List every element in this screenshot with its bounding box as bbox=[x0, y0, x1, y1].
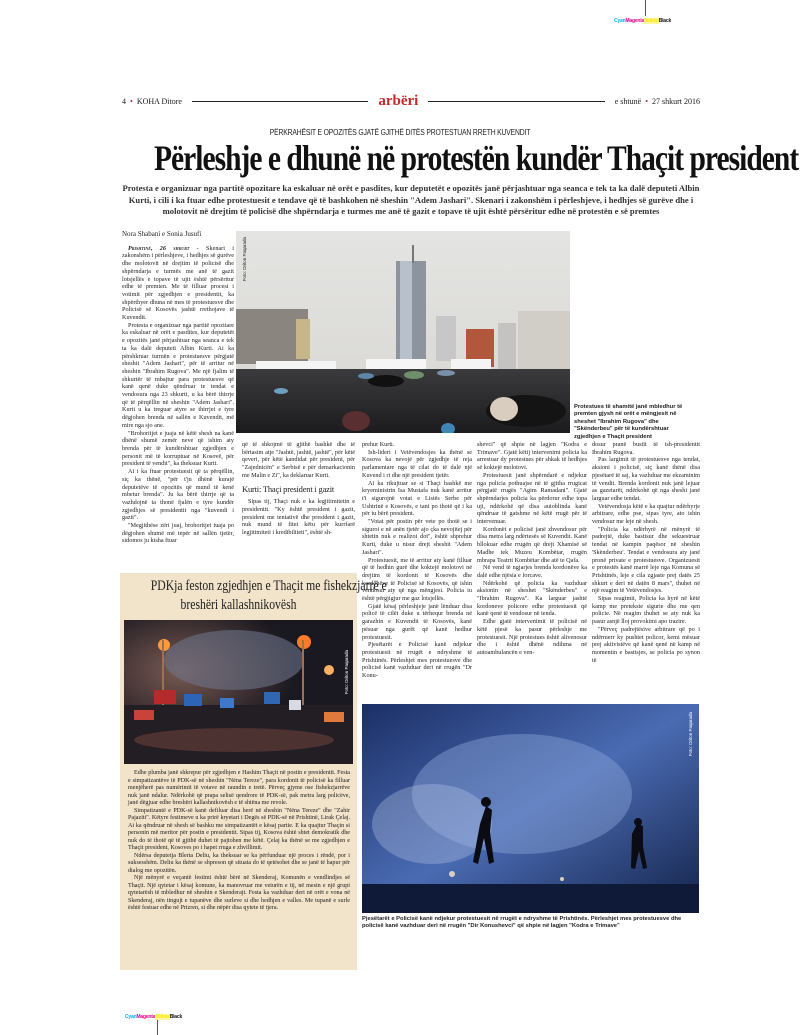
paragraph: Ai ka rikujtuar se si Thaçi bashkë me kryeministrin Isa Mustafa nuk kanë arritur t'i sigurojnë votat e Listës Serbe për Ushtrinë e Kosovës, e tani po thotë që i ka për tu bërë president. bbox=[362, 479, 472, 518]
paragraph: Ai i ka ftuar protestuesit që ta përqëllin, siç ka thënë, "për t'ju dhënë kurajë deputetëve të opozitës që mund të kenë mbetur brenda". Ju ka bërë thirrje që ta vazhdojnë ta thonë fjalën e tyre kundër zgjedhjes së presidentit nga "kuvendi i gazit". bbox=[122, 468, 234, 522]
paragraph: Ndërkohë që policia ka vazhduar aksionin në sheshet "Skënderbeu" e "Ibrahim Rugova". Ka larguar jashtë kordoneve policore edhe protestuesit që kanë qenë të vendosur në tenda. bbox=[477, 579, 587, 618]
paragraph: Kordonët e policisë janë zhvendosur për disa metra larg ndërtesës së Kuvendit. Kanë bllokuar edhe rrugën që drejt Xhamisë së Madhe tek Muzeu Kombëtar, rrugën mbrapa Teatrit Kombëtar dhe atë te Qafa. bbox=[477, 525, 587, 564]
paragraph: "Brohoritjet e juaja në këtë shesh na kanë dhënë shumë zemër neve që ishim aty brenda për të kundërshtuar zgjedhjen e personit më të korruptuar në Kosovë, për president të vendit", ka theksuar Kurti. bbox=[122, 429, 234, 468]
registration-line-bottom bbox=[157, 1020, 158, 1035]
registration-line-top bbox=[645, 0, 646, 16]
paragraph: Edhe gjatë intervenimit të policisë në këtë pjesë ka pasur përleshje me protestuesit. Një protestues është alivenosur dhe i është dhënë ndihma në autoambulancën e ven- bbox=[477, 618, 587, 656]
dateline: Prishtinë, 26 shkurt bbox=[128, 244, 190, 252]
fireworks-celebration-image bbox=[124, 620, 353, 764]
color-bar-top: CyanMagentaYellowBlack bbox=[614, 18, 672, 24]
photo-caption-bottom: Pjesëtarët e Policisë kanë ndjekur protestuesit në rrugët e ndryshme të Prishtinës. Përleshjet mes protestuesve dhe policisë kanë vazhduar deri në rrugën "Dir Konushevci" që shpie në lagjen "Kodra e Trimave" bbox=[362, 916, 682, 930]
article-headline: Përleshje e dhunë në protestën kundër Thaçit president bbox=[154, 138, 799, 178]
paragraph: Edhe plumba janë shkrepur për zgjedhjen e Hashim Thaçit në postin e presidentit. Festa e simpatizantëve të PDK-së në sheshin "Nëna Tereze", para kordonit të policisë ka filluar menjëherë pas numërimit të votave në raundin e tretë. Përveç gjyme ose fishekzjarrëve nuk janë ndalur. Ndërkohë që prapa selisë qendrore të PDK-së, pak metra larg policëve, janë dëgjuar edhe breshëri kallashnikovësh e të shtëna me revole. bbox=[128, 770, 350, 806]
sidebar-box-body bbox=[128, 770, 350, 913]
bullet-icon: • bbox=[130, 96, 133, 106]
article-lead: Protesta e organizuar nga partitë opozitare ka eskaluar në orët e pasdites, kur deputetët e opozitës janë përjashtuar nga seanca e tek ta ka dalë deputeti Albin Kurti, i cili i ka ftuar edhe protestuesit e tendave që të bashkohen në sheshin "Adem Jashari". Skenari i zakonshëm i përleshjeve, i hedhjes së gurëve dhe i molotovit në drejtim të policisë dhe shpërndarja e turmes me anë të gazit e topave të ujit është përsëritur edhe në protestën e së premtes bbox=[122, 183, 700, 217]
paragraph: Ish-lideri i Vetëvendosjes ka thënë se Kosova ka nevojë për zgjedhje të reja parlamentare nga të cilat do të dalë një Kuvend i ri dhe një president tjetër. bbox=[362, 448, 472, 479]
article-column-3 bbox=[362, 441, 472, 680]
paragraph: Pjesëtarët e Policisë kanë ndjekur protestuesit në rrugët e ndryshme të Prishtinës. Përleshjet mes protestuesve dhe policisë kanë vazhduar deri në rrugën "Dr Konu- bbox=[362, 641, 472, 680]
article-column-1 bbox=[122, 231, 234, 545]
bullet-icon: • bbox=[645, 96, 648, 106]
paragraph: Sipas tij, Thaçi nuk e ka legjitimitetin e presidentit. "Ky është president i gazit, president me tentativë dhe president i gazit, nuk mund të fitet këtu për kurrfarë legjitimiteti i kredibiliteti", është sh- bbox=[242, 498, 355, 537]
paragraph: "Policia ka ndërhyrë në mënyrë të padrejtë, duke bastisur dhe sekuestruar tendat në kampin paqësor në sheshin 'Skënderbeu'. Tendat e vendosura aty janë pronë private e protestuesve. Organizuesit e protestës kanë marrë leje nga Komuna së Prishtinës, leje e cila zgjaste prej datës 25 shkurt e deri në datën 8 mars", thuhet në një reagim të Vetëvendosjes. bbox=[592, 525, 700, 595]
paragraph: prehur Kurti. bbox=[362, 441, 395, 448]
paragraph: dosur pranë bustit të ish-presidentit Ibrahim Rugova. bbox=[592, 441, 700, 456]
section-name: arbëri bbox=[378, 92, 419, 109]
color-bar-bottom: CyanMagentaYellowBlack bbox=[125, 1014, 183, 1020]
paragraph: "Megjithëse zëri juaj, brohoritjet tuaja po dëgjohen shumë më tepër në sallën tjetër, sidomos ju kisha ftuar bbox=[122, 522, 234, 545]
header-rule-left bbox=[192, 101, 368, 102]
photo-water-cannon-clash bbox=[362, 704, 699, 913]
article-subhead: Kurti: Thaçi president i gazit bbox=[242, 483, 335, 494]
paragraph: Gjatë kësaj përleshjeje janë lënduar disa policë të cilët duke u tërhequr brenda në garazhin e Kuvendit të Kosovës, kanë pësuar nga gurët që kanë hedhur protestuesit. bbox=[362, 602, 472, 641]
sidebar-box-pdk-celebration bbox=[120, 573, 387, 970]
paragraph: Protestuesit, me të arritur aty kanë filluar që të hedhin gurë dhe koktejë molotovi në drejtim të kordonit të Kosovës dhe kordonëve të Policisë së Kosovës, që ishin vendosur aty që nga mëngjesi. Policia iu është përgjigjur me gaz lotsjellës. bbox=[362, 556, 472, 603]
paragraph: Ndërsa deputetja Blerta Deliu, ka theksuar se ka përfunduar një proces i rëndë, por i suksesshëm. Deliu ka thënë se shpreson që situata do të qetësohet dhe se janë të hapur për dialog me opozitën. bbox=[128, 852, 350, 874]
page-number: 4 bbox=[122, 96, 126, 106]
paragraph: Një mënyrë e veçantë festimi është bërë në Skenderaj, Komunën e vendlindjes së Thaçit. Një qytetar i kësaj komune, ka manovruar me veturën e tij, në mesin e një grupi qytetarësh të mbledhur në sheshin e Skenderajt. Festa ka vazhduar deri në orët e vona në Skenderaj, nën tingujt e tupanëve dhe surleve si dhe hedhjen e valles. Me tupanë e surle është festuar edhe në Prizren, si dhe nëpër disa qytete të tjera. bbox=[128, 875, 350, 911]
paragraph: që të shkojmë të gjithë bashkë dhe të bërtasim atje "Jashtë, jashtë, jashtë", për këtë qeveri, për këtë kandidat për president, për "Zajednicën" e Serbisë e për demarkacionin me Malin e Zi", ka deklaruar Kurti. bbox=[242, 441, 355, 479]
paragraph: Vetëvendosja këtë e ka quajtur ndërhyrje arbitrare, edhe pse, sipas tyre, ato ishin vendosur me leje në shesh. bbox=[592, 502, 700, 526]
photo-protest-square bbox=[236, 231, 570, 433]
paragraph: Simpatizantë e PDK-së kanë defiluar disa herë në sheshin "Nëna Tereze" dhe "Zahir Pajaziti". Këtyre festimeve u ka prirë kryetari i Degës së PDK-së në Prishtinë, Lirak Çelaj. Ai ka qëndruar në shesh së bashku me simpatizantët e kësaj partie. E ka quajtur Thaçin si personin më meritor për postin e presidentit. Sipas tij, Kosova është shtet demokratik dhe nuk do të thotë që të gjithë duhet të pajtohen me këtë. Çelaj ka thënë se me zgjedhjen e Thaçit president, Kosoves po i hapet rruga e zhvillimit. bbox=[128, 807, 350, 851]
paragraph: Protestuesit janë shpërndarë e ndjekur nga policia pothuajse në të gjitha rrugicat përgjatë rrugës "Agim Ramadani". Gjatë shpërndarjes policia ka përdorur edhe topa uji, ndërkohë që disa autoblinda kanë qëndruar të gatshme në këtë rrugë për të intervenuar. bbox=[477, 471, 587, 526]
photo-credit: Foto: Driton Paqarada bbox=[242, 237, 247, 282]
paragraph: Në vend të ngjarjes brenda kordonëve ka dalë edhe njësia e forcave. bbox=[477, 564, 587, 579]
article-byline: Nora Shabani e Sonia Jusufi bbox=[122, 230, 202, 238]
article-kicker: PËRKRAHËSIT E OPOZITËS GJATË GJITHË DITËS PROTESTUAN RRETH KUVENDIT bbox=[269, 128, 531, 137]
header-rule-right bbox=[428, 101, 604, 102]
paragraph: Protesta e organizuar nga partitë opozitare ka eskaluar në orët e pasdites, kur deputetët e opozitës janë përjashtuar nga seanca e tek ta ka dalë deputeti Albin Kurti. Ai ka përshkruar turmën e protestuesve përgjatë sheshit "Adem Jashari", për të arritur në sheshin "Ibrahim Rugova". Me një fjalim të shkurtër të mbajtur para protestuesve që kanë qenë duke qëndruar te tendat e vendosura nga 23 shkurti, u ka bërë thirrje që të përqëllin në sheshin "Adem Jashari". Kurti u ka treguar atyre se thirrjet e tyre dëgjohen brenda në sallën e Kuvendit, më mire nga sjo ane. bbox=[122, 321, 234, 429]
article-column-4 bbox=[477, 441, 587, 657]
page-folio bbox=[122, 97, 182, 106]
photo-credit: Foto: Driton Paqarada bbox=[688, 712, 693, 757]
page-header bbox=[122, 93, 700, 109]
article-column-5 bbox=[592, 441, 700, 664]
photo-credit: Foto: Driton Paqarada bbox=[344, 650, 349, 695]
paragraph: "Përveç padrejtësive arbitrare që po i ndërmerr ky pushtet policor, kemi mësuar prej aktivistëve që kanë qenë në kamp në momentin e bastisjes, se policia po synon të bbox=[592, 625, 700, 664]
article-column-2 bbox=[242, 441, 355, 537]
protest-square-image bbox=[236, 231, 570, 433]
paragraph: Pas largimit të protestuesve nga tendat, aksioni i policisë, siç kanë thënë disa pjesëtarë të saj, ka vazhduar me ekzaminim të vendit. Brenda kordonit nuk janë lejuar as gazetarët, ndërkohë që nga sheshi janë larguar edhe tendat. bbox=[592, 456, 700, 502]
photo-caption-top: Protestues të shamitë janë mbledhur të premten gjysh në orët e mëngjesit në sheshet "Ibrahim Rugova" dhe "Skënderbeu" për të kundërshtuar zgjedhjen e Thaçit president bbox=[574, 404, 683, 440]
paragraph: "Votat për postin për vete po thotë se i siguroi e në anën tjetër ajo çka nevojitej për shtetin nuk e realizoi dot", është shprehur Kurti, duke u nisur drejt sheshit "Adem Jashari". bbox=[362, 518, 472, 556]
publication-name: KOHA Ditore bbox=[136, 96, 182, 106]
paragraph: Sipas reagimit, Policia ka hyrë në këtë kamp me pretekste sigurie dhe me qen policie. Në reagim thuhet se aty nuk ka pasur asnjë lloj provokimi apo trazire. bbox=[592, 595, 700, 626]
sidebar-box-title: PDKja feston zgjedhjen e Thaçit me fishekzjarrë e breshëri kallashnikovësh bbox=[150, 578, 387, 613]
issue-date: e shtunë • 27 shkurt 2016 bbox=[614, 96, 700, 106]
paragraph: Prishtinë, 26 shkurt - Skenari i zakonshëm i përleshjeve, i hedhjes së gurëve dhe molotovit në drejtim të policisë dhe shpërndarja e turmës me anë të gazit lotsjellës e topave të ujit është përsëritur edhe të premten. Me të filluar procesi i votimit për zgjedhjen e presidentit, ka shpërthyer dhuna në mes të protestuesve dhe Policisë së Kosovës jashtë rrethojave të Kuvendit. bbox=[122, 244, 235, 322]
paragraph: shevci" që shpie në lagjen "Kodra e Trimave". Gjatë këtij intervenimi policia ka arrestuar dy protestues për shkak të hedhjes së koktejë molotovi. bbox=[477, 441, 587, 472]
clash-image bbox=[362, 704, 699, 913]
photo-fireworks bbox=[124, 620, 353, 764]
